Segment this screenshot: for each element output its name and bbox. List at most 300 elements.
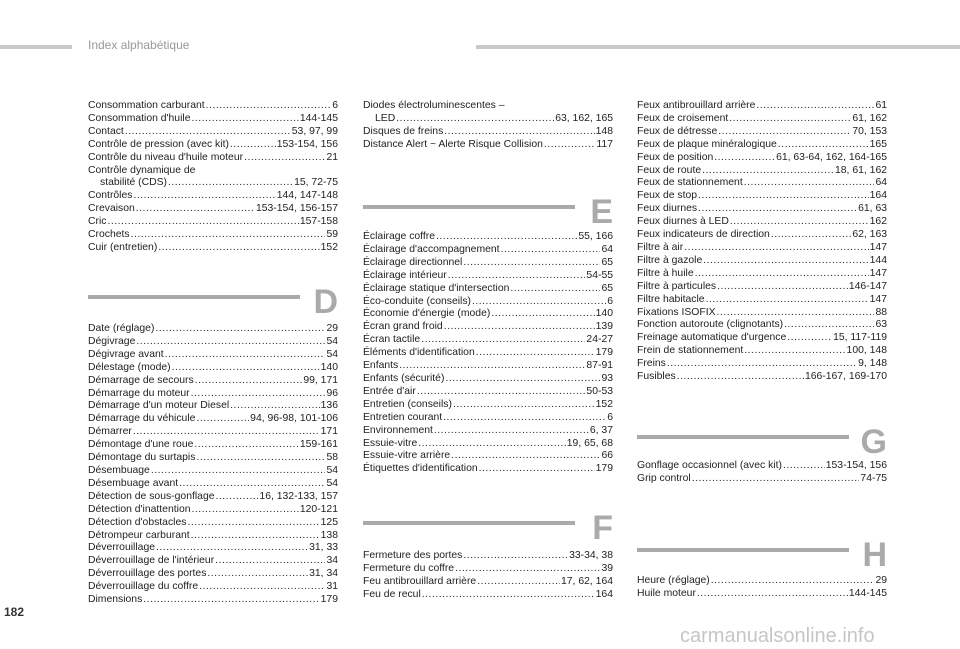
dot-leader bbox=[744, 177, 875, 190]
page-reference: 58 bbox=[326, 452, 338, 464]
index-entry bbox=[88, 203, 338, 216]
index-entry bbox=[88, 139, 338, 152]
index-entry bbox=[88, 504, 338, 517]
page-reference: 117 bbox=[596, 138, 613, 150]
page-reference: 153-154, 156 bbox=[825, 460, 887, 471]
index-entry bbox=[363, 113, 613, 126]
dot-leader bbox=[448, 270, 586, 283]
index-term: Contrôle de pression (avec kit) bbox=[88, 138, 229, 150]
page-reference: 179 bbox=[595, 463, 613, 475]
page-reference: 164 bbox=[869, 190, 887, 202]
page-reference: 6 bbox=[607, 411, 613, 423]
index-entry bbox=[88, 413, 338, 426]
index-entry bbox=[363, 334, 613, 347]
index-entry bbox=[637, 345, 887, 358]
index-term: Feux antibrouillard arrière bbox=[637, 100, 756, 111]
index-entry bbox=[363, 244, 613, 257]
index-term: Éclairage intérieur bbox=[363, 269, 447, 281]
page-reference: 34 bbox=[326, 555, 338, 567]
index-term: Éclairage directionnel bbox=[363, 256, 463, 268]
index-term: Feux de route bbox=[637, 164, 702, 176]
dot-leader bbox=[510, 283, 600, 296]
index-term: Frein de stationnement bbox=[637, 345, 744, 357]
dot-leader bbox=[125, 126, 291, 139]
section-header-f bbox=[363, 509, 613, 547]
index-term: LED bbox=[375, 112, 396, 124]
index-term: Filtre à air bbox=[637, 241, 684, 253]
page-reference: 70, 153 bbox=[852, 125, 887, 137]
page-reference: 54-55 bbox=[586, 269, 613, 281]
header-bar-left bbox=[0, 45, 72, 49]
index-term: Détection de sous-gonflage bbox=[88, 490, 215, 502]
page-reference: 61, 162 bbox=[852, 112, 887, 124]
section-divider bbox=[637, 435, 849, 439]
dot-leader bbox=[158, 242, 319, 255]
dot-leader bbox=[544, 139, 596, 152]
index-term: Éclairage statique d'intersection bbox=[363, 282, 510, 294]
index-entry bbox=[363, 139, 613, 152]
index-term: Déverrouillage bbox=[88, 542, 155, 554]
page-reference: 29 bbox=[326, 323, 338, 334]
index-entry bbox=[88, 530, 338, 543]
index-term: Consommation d'huile bbox=[88, 112, 191, 124]
index-entry bbox=[637, 152, 887, 165]
page-reference: 136 bbox=[320, 400, 338, 412]
index-entry bbox=[88, 452, 338, 465]
page-reference: 54 bbox=[326, 477, 338, 489]
index-entry bbox=[88, 362, 338, 375]
dot-leader bbox=[192, 504, 299, 517]
index-entry bbox=[88, 323, 338, 336]
page-reference: 61 bbox=[875, 100, 887, 111]
index-term: Éclairage d'accompagnement bbox=[363, 243, 500, 255]
index-entry bbox=[363, 257, 613, 270]
index-term: Délestage (mode) bbox=[88, 361, 171, 373]
dot-leader bbox=[136, 203, 255, 216]
dot-leader bbox=[445, 373, 600, 386]
page-reference: 179 bbox=[320, 594, 338, 606]
index-term: Essuie-vitre bbox=[363, 437, 418, 449]
index-entry bbox=[637, 588, 887, 601]
index-term: Éco-conduite (conseils) bbox=[363, 295, 471, 307]
index-term: stabilité (CDS) bbox=[100, 177, 167, 189]
page-reference: 157-158 bbox=[299, 216, 338, 228]
index-entry bbox=[88, 491, 338, 504]
dot-leader bbox=[455, 563, 600, 576]
index-entry bbox=[637, 332, 887, 345]
index-entry bbox=[88, 242, 338, 255]
index-entry bbox=[88, 426, 338, 439]
index-entry bbox=[88, 126, 338, 139]
index-term: Éclairage coffre bbox=[363, 231, 436, 242]
section-header-e bbox=[363, 193, 613, 231]
page-reference: 120-121 bbox=[299, 503, 338, 515]
index-term: Contact bbox=[88, 125, 124, 137]
dot-leader bbox=[196, 452, 325, 465]
index-entry bbox=[363, 231, 613, 244]
index-term: Déverrouillage de l'intérieur bbox=[88, 555, 215, 567]
dot-leader bbox=[702, 165, 834, 178]
index-term: Dégivrage avant bbox=[88, 348, 164, 360]
page-reference: 66 bbox=[601, 450, 613, 462]
index-entry bbox=[88, 336, 338, 349]
page-reference: 99, 171 bbox=[303, 374, 338, 386]
index-term: Crochets bbox=[88, 229, 130, 241]
index-entry bbox=[363, 283, 613, 296]
dot-leader bbox=[191, 113, 298, 126]
dot-leader bbox=[771, 229, 851, 242]
index-entry bbox=[88, 439, 338, 452]
page-reference: 88 bbox=[875, 306, 887, 318]
index-term: Déverrouillage des portes bbox=[88, 568, 207, 580]
index-entry bbox=[637, 319, 887, 332]
dot-leader bbox=[187, 517, 319, 530]
index-entry bbox=[88, 388, 338, 401]
index-term: Consommation carburant bbox=[88, 100, 205, 111]
index-entry bbox=[637, 165, 887, 178]
dot-leader bbox=[179, 478, 325, 491]
page-reference: 21 bbox=[326, 151, 338, 163]
index-entry bbox=[363, 576, 613, 589]
index-term: Filtre habitacle bbox=[637, 293, 705, 305]
page-reference: 15, 72-75 bbox=[294, 177, 338, 189]
page-reference: 65 bbox=[601, 256, 613, 268]
index-entry bbox=[88, 517, 338, 530]
page-reference: 63 bbox=[875, 319, 887, 331]
index-term: Désembuage avant bbox=[88, 477, 179, 489]
page-reference: 17, 62, 164 bbox=[561, 575, 613, 587]
page-reference: 6 bbox=[607, 295, 613, 307]
dot-leader bbox=[195, 375, 303, 388]
page-reference: 31, 34 bbox=[309, 568, 338, 580]
index-term: Entrée d'air bbox=[363, 385, 416, 397]
page-reference: 64 bbox=[601, 243, 613, 255]
dot-leader bbox=[191, 530, 320, 543]
dot-leader bbox=[107, 216, 298, 229]
index-term: Filtre à particules bbox=[637, 280, 717, 292]
dot-leader bbox=[168, 177, 293, 190]
index-term: Filtre à huile bbox=[637, 267, 694, 279]
section-header-g bbox=[637, 423, 887, 461]
index-term: Déverrouillage du coffre bbox=[88, 581, 199, 593]
dot-leader bbox=[501, 244, 601, 257]
index-entry bbox=[637, 190, 887, 203]
index-entry bbox=[88, 152, 338, 165]
dot-leader bbox=[477, 576, 560, 589]
dot-leader bbox=[436, 231, 577, 244]
index-entry bbox=[88, 216, 338, 229]
index-column-3-top bbox=[637, 100, 887, 384]
index-entry bbox=[363, 100, 613, 113]
dot-leader bbox=[417, 386, 586, 399]
index-entry bbox=[637, 139, 887, 152]
index-entry bbox=[637, 126, 887, 139]
index-term: Étiquettes d'identification bbox=[363, 463, 478, 475]
index-term: Heure (réglage) bbox=[637, 575, 710, 586]
index-term: Éléments d'identification bbox=[363, 347, 475, 359]
index-term: Fusibles bbox=[637, 371, 676, 383]
page-reference: 87-91 bbox=[586, 360, 613, 372]
index-entry bbox=[637, 113, 887, 126]
index-entry bbox=[88, 594, 338, 607]
dot-leader bbox=[730, 216, 869, 229]
index-entry bbox=[363, 463, 613, 476]
dot-leader bbox=[133, 426, 320, 439]
dot-leader bbox=[756, 100, 874, 113]
index-term: Feux de croisement bbox=[637, 112, 729, 124]
dot-leader bbox=[172, 362, 320, 375]
page-reference: 50-53 bbox=[586, 385, 613, 397]
page-reference: 16, 132-133, 157 bbox=[259, 490, 338, 502]
section-letter: E bbox=[590, 193, 613, 231]
page-reference: 147 bbox=[869, 241, 887, 253]
index-term: Écran tactile bbox=[363, 334, 421, 346]
index-entry bbox=[88, 555, 338, 568]
index-term: Démarrage de secours bbox=[88, 374, 194, 386]
index-term: Dimensions bbox=[88, 594, 143, 606]
index-term: Feu de recul bbox=[363, 588, 421, 600]
index-entry bbox=[363, 373, 613, 386]
index-term: Huile moteur bbox=[637, 587, 696, 599]
section-letter: F bbox=[592, 509, 613, 547]
page-reference: 54 bbox=[326, 348, 338, 360]
index-entry bbox=[637, 100, 887, 113]
index-term: Feux de stationnement bbox=[637, 177, 743, 189]
index-term: Contrôle du niveau d'huile moteur bbox=[88, 151, 244, 163]
index-term: Essuie-vitre arrière bbox=[363, 450, 451, 462]
index-entry bbox=[88, 375, 338, 388]
index-term: Gonflage occasionnel (avec kit) bbox=[637, 460, 782, 471]
page-reference: 153-154, 156-157 bbox=[255, 203, 338, 215]
page-reference: 39 bbox=[601, 562, 613, 574]
dot-leader bbox=[463, 257, 600, 270]
page-reference: 54 bbox=[326, 464, 338, 476]
index-entry bbox=[363, 412, 613, 425]
page-reference: 144 bbox=[869, 254, 887, 266]
dot-leader bbox=[444, 321, 595, 334]
index-term: Feux de plaque minéralogique bbox=[637, 138, 777, 150]
index-entry bbox=[637, 203, 887, 216]
index-entry bbox=[637, 268, 887, 281]
index-entry bbox=[637, 358, 887, 371]
index-column-1-d bbox=[88, 323, 338, 607]
index-term: Détrompeur carburant bbox=[88, 529, 190, 541]
dot-leader bbox=[463, 550, 568, 563]
page-reference: 100, 148 bbox=[846, 345, 887, 357]
index-entry bbox=[637, 371, 887, 384]
index-entry bbox=[637, 242, 887, 255]
index-term: Fonction autoroute (clignotants) bbox=[637, 319, 784, 331]
index-term: Filtre à gazole bbox=[637, 254, 703, 266]
page-reference: 144-145 bbox=[299, 112, 338, 124]
dot-leader bbox=[787, 332, 832, 345]
page-reference: 179 bbox=[595, 347, 613, 359]
index-entry bbox=[363, 360, 613, 373]
index-term: Date (réglage) bbox=[88, 323, 155, 334]
dot-leader bbox=[136, 336, 325, 349]
page-reference: 147 bbox=[869, 293, 887, 305]
index-term: Démarrage du moteur bbox=[88, 387, 190, 399]
section-divider bbox=[637, 548, 849, 552]
index-term: Démarrage du véhicule bbox=[88, 413, 196, 425]
index-term: Entretien courant bbox=[363, 411, 443, 423]
dot-leader bbox=[194, 439, 298, 452]
page-reference: 159-161 bbox=[299, 439, 338, 451]
dot-leader bbox=[698, 203, 857, 216]
page-reference: 148 bbox=[595, 125, 613, 137]
dot-leader bbox=[703, 255, 868, 268]
dot-leader bbox=[667, 358, 857, 371]
dot-leader bbox=[677, 371, 804, 384]
page-reference: 6 bbox=[332, 100, 338, 111]
index-entry bbox=[363, 399, 613, 412]
index-entry bbox=[88, 113, 338, 126]
index-term: Feux indicateurs de direction bbox=[637, 229, 770, 241]
page-reference: 152 bbox=[595, 398, 613, 410]
page-reference: 147 bbox=[869, 267, 887, 279]
index-term: Fermeture du coffre bbox=[363, 562, 455, 574]
section-letter: H bbox=[862, 536, 887, 574]
index-entry bbox=[363, 589, 613, 602]
index-term: Feux de position bbox=[637, 151, 714, 163]
dot-leader bbox=[434, 425, 589, 438]
index-entry bbox=[363, 308, 613, 321]
index-term: Démontage du surtapis bbox=[88, 452, 196, 464]
index-entry bbox=[637, 281, 887, 294]
page-header-title: Index alphabétique bbox=[88, 38, 190, 52]
index-term: Écran grand froid bbox=[363, 321, 443, 333]
page-reference: 53, 97, 99 bbox=[291, 125, 338, 137]
index-entry bbox=[363, 438, 613, 451]
page-reference: 31, 33 bbox=[309, 542, 338, 554]
index-term: Cuir (entretien) bbox=[88, 241, 158, 253]
index-entry bbox=[88, 542, 338, 555]
dot-leader bbox=[207, 568, 308, 581]
dot-leader bbox=[133, 190, 275, 203]
index-term: Économie d'énergie (mode) bbox=[363, 308, 491, 320]
index-entry bbox=[88, 349, 338, 362]
page-reference: 62, 163 bbox=[852, 229, 887, 241]
dot-leader bbox=[230, 400, 319, 413]
page-reference: 29 bbox=[875, 575, 887, 586]
index-entry bbox=[88, 165, 338, 178]
page-reference: 24-27 bbox=[586, 334, 613, 346]
section-header-d bbox=[88, 283, 338, 321]
dot-leader bbox=[143, 594, 319, 607]
page-reference: 144-145 bbox=[848, 587, 887, 599]
page-reference: 61, 63 bbox=[858, 203, 887, 215]
page-reference: 6, 37 bbox=[589, 424, 613, 436]
dot-leader bbox=[698, 190, 869, 203]
page-reference: 96 bbox=[326, 387, 338, 399]
index-entry bbox=[88, 190, 338, 203]
page-reference: 164 bbox=[595, 588, 613, 600]
section-letter: G bbox=[860, 423, 887, 461]
index-term: Feux diurnes à LED bbox=[637, 216, 729, 228]
dot-leader bbox=[230, 139, 276, 152]
page-reference: 19, 65, 68 bbox=[566, 437, 613, 449]
page-reference: 33-34, 38 bbox=[569, 550, 613, 561]
dot-leader bbox=[399, 360, 585, 373]
index-term: Freinage automatique d'urgence bbox=[637, 332, 787, 344]
page-reference: 59 bbox=[326, 229, 338, 241]
index-entry bbox=[637, 216, 887, 229]
index-entry bbox=[363, 550, 613, 563]
page-reference: 166-167, 169-170 bbox=[804, 371, 887, 383]
section-divider bbox=[88, 295, 300, 299]
index-entry bbox=[363, 270, 613, 283]
index-column-2-f bbox=[363, 550, 613, 602]
dot-leader bbox=[418, 438, 565, 451]
page-reference: 74-75 bbox=[860, 472, 887, 484]
index-term: Feux diurnes bbox=[637, 203, 698, 215]
dot-leader bbox=[706, 294, 869, 307]
index-entry bbox=[637, 575, 887, 588]
section-divider bbox=[363, 521, 575, 525]
dot-leader bbox=[729, 113, 851, 126]
dot-leader bbox=[244, 152, 325, 165]
page-reference: 138 bbox=[320, 529, 338, 541]
page-reference: 125 bbox=[320, 516, 338, 528]
page-reference: 94, 96-98, 101-106 bbox=[250, 413, 338, 425]
index-term: Feux de détresse bbox=[637, 125, 718, 137]
dot-leader bbox=[421, 334, 585, 347]
page-reference: 65 bbox=[601, 282, 613, 294]
dot-leader bbox=[151, 465, 326, 478]
page-reference: 162 bbox=[869, 216, 887, 228]
index-term: Fermeture des portes bbox=[363, 550, 463, 561]
page-reference: 139 bbox=[595, 321, 613, 333]
dot-leader bbox=[131, 229, 326, 242]
index-column-2-top bbox=[363, 100, 613, 152]
dot-leader bbox=[784, 319, 874, 332]
index-term: Distance Alert ~ Alerte Risque Collision bbox=[363, 138, 543, 150]
index-entry bbox=[88, 581, 338, 594]
index-entry bbox=[363, 425, 613, 438]
page-reference: 153-154, 156 bbox=[276, 138, 338, 150]
dot-leader bbox=[216, 491, 259, 504]
index-entry bbox=[363, 450, 613, 463]
index-term: Entretien (conseils) bbox=[363, 398, 452, 410]
index-entry bbox=[363, 126, 613, 139]
index-term: Démarrer bbox=[88, 426, 132, 438]
index-term: Détection d'inattention bbox=[88, 503, 191, 515]
index-entry bbox=[363, 321, 613, 334]
dot-leader bbox=[714, 152, 775, 165]
dot-leader bbox=[453, 399, 595, 412]
dot-leader bbox=[717, 307, 875, 320]
page-reference: 144, 147-148 bbox=[276, 190, 338, 202]
page-reference: 64 bbox=[875, 177, 887, 189]
dot-leader bbox=[444, 126, 594, 139]
index-column-3-h bbox=[637, 575, 887, 601]
index-term: Environnement bbox=[363, 424, 433, 436]
index-term: Disques de freins bbox=[363, 125, 444, 137]
dot-leader bbox=[717, 281, 848, 294]
index-term: Diodes électroluminescentes – bbox=[363, 100, 505, 111]
page-reference: 146-147 bbox=[848, 280, 887, 292]
index-term: Fixations ISOFIX bbox=[637, 306, 716, 318]
page-reference: 165 bbox=[869, 138, 887, 150]
index-term: Freins bbox=[637, 358, 666, 370]
index-term: Démontage d'une roue bbox=[88, 439, 194, 451]
index-entry bbox=[88, 400, 338, 413]
index-term: Dégivrage bbox=[88, 335, 136, 347]
page-reference: 93 bbox=[601, 372, 613, 384]
dot-leader bbox=[711, 575, 875, 588]
index-entry bbox=[363, 386, 613, 399]
index-entry bbox=[88, 465, 338, 478]
